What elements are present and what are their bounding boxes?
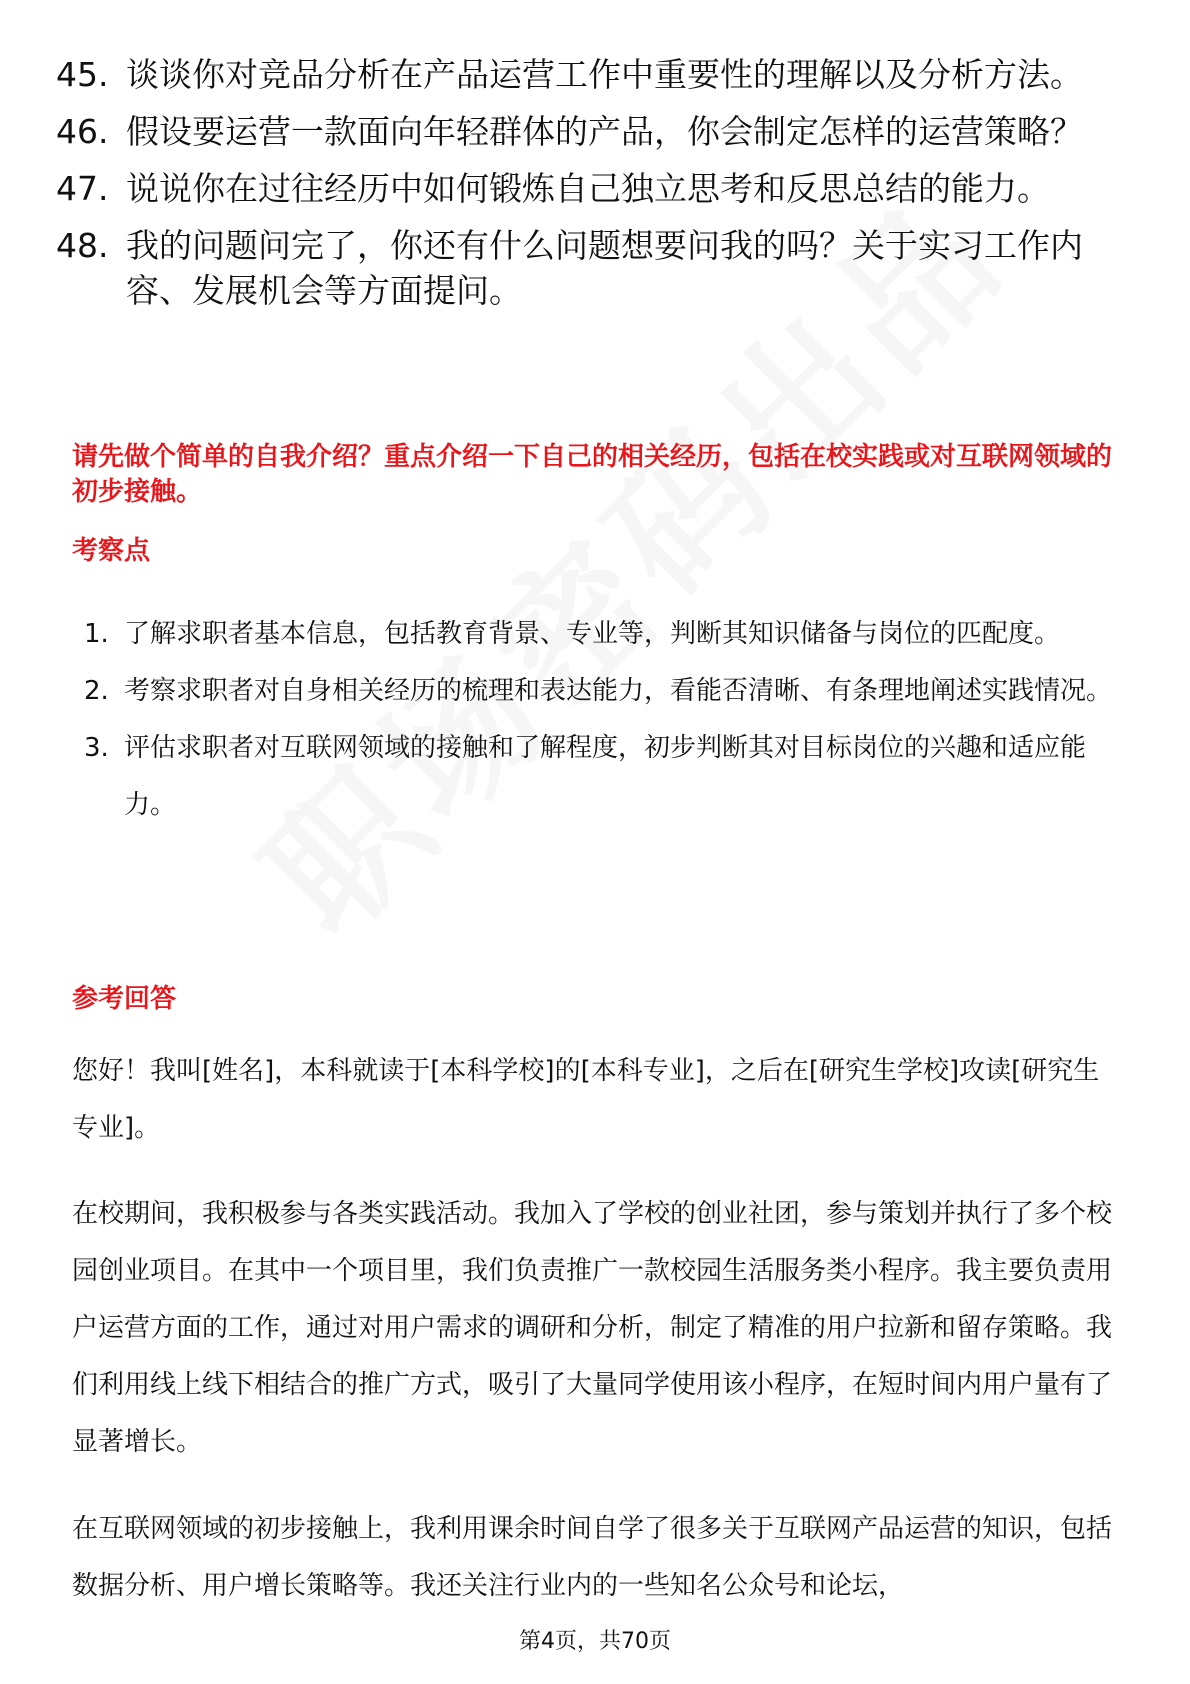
- question-number: 48.: [56, 226, 109, 265]
- reference-label: 参考回答: [72, 984, 177, 1014]
- question-text: 我的问题问完了，你还有什么问题想要问我的吗？关于实习工作内容、发展机会等方面提问。: [126, 226, 1083, 310]
- question-item: [56, 52, 1136, 97]
- question-number: 45.: [56, 55, 109, 94]
- point-number: 2.: [84, 676, 109, 706]
- assessment-label: 考察点: [72, 536, 151, 566]
- question-headline: 请先做个简单的自我介绍？重点介绍一下自己的相关经历，包括在校实践或对互联网领域的初步接触。: [72, 442, 1113, 507]
- question-text: 假设要运营一款面向年轻群体的产品，你会制定怎样的运营策略？: [126, 112, 1083, 151]
- question-list: [56, 52, 1136, 325]
- question-item: [56, 109, 1136, 154]
- point-number: 1.: [84, 619, 109, 649]
- assessment-point: [84, 663, 1124, 720]
- question-text: 说说你在过往经历中如何锻炼自己独立思考和反思总结的能力。: [126, 169, 1050, 208]
- assessment-points: [84, 606, 1124, 834]
- answer-paragraph: 在互联网领域的初步接触上，我利用课余时间自学了很多关于互联网产品运营的知识，包括数据分析、用户增长策略等。我还关注行业内的一些知名公众号和论坛，: [72, 1514, 1113, 1601]
- question-item: [56, 223, 1136, 313]
- answer-paragraph: 您好！我叫[姓名]，本科就读于[本科学校]的[本科专业]，之后在[研究生学校]攻读[研究生专业]。: [72, 1056, 1100, 1143]
- question-number: 46.: [56, 112, 109, 151]
- answer-paragraph: 在校期间，我积极参与各类实践活动。我加入了学校的创业社团，参与策划并执行了多个校园创业项目。在其中一个项目里，我们负责推广一款校园生活服务类小程序。我主要负责用户运营方面的工作，通过对用户需求的调研和分析，制定了精准的用户拉新和留存策略。我们利用线上线下相结合的推广方式，吸引了大量同学使用该小程序，在短时间内用户量有了显著增长。: [72, 1199, 1113, 1457]
- point-text: 评估求职者对互联网领域的接触和了解程度，初步判断其对目标岗位的兴趣和适应能力。: [124, 733, 1087, 820]
- assessment-point: [84, 720, 1124, 834]
- question-item: [56, 166, 1136, 211]
- page-footer: 第4页，共70页: [519, 1629, 671, 1654]
- question-text: 谈谈你对竞品分析在产品运营工作中重要性的理解以及分析方法。: [126, 55, 1083, 94]
- question-number: 47.: [56, 169, 109, 208]
- point-number: 3.: [84, 733, 109, 763]
- point-text: 了解求职者基本信息，包括教育背景、专业等，判断其知识储备与岗位的匹配度。: [124, 619, 1061, 649]
- assessment-point: [84, 606, 1124, 663]
- point-text: 考察求职者对自身相关经历的梳理和表达能力，看能否清晰、有条理地阐述实践情况。: [124, 676, 1113, 706]
